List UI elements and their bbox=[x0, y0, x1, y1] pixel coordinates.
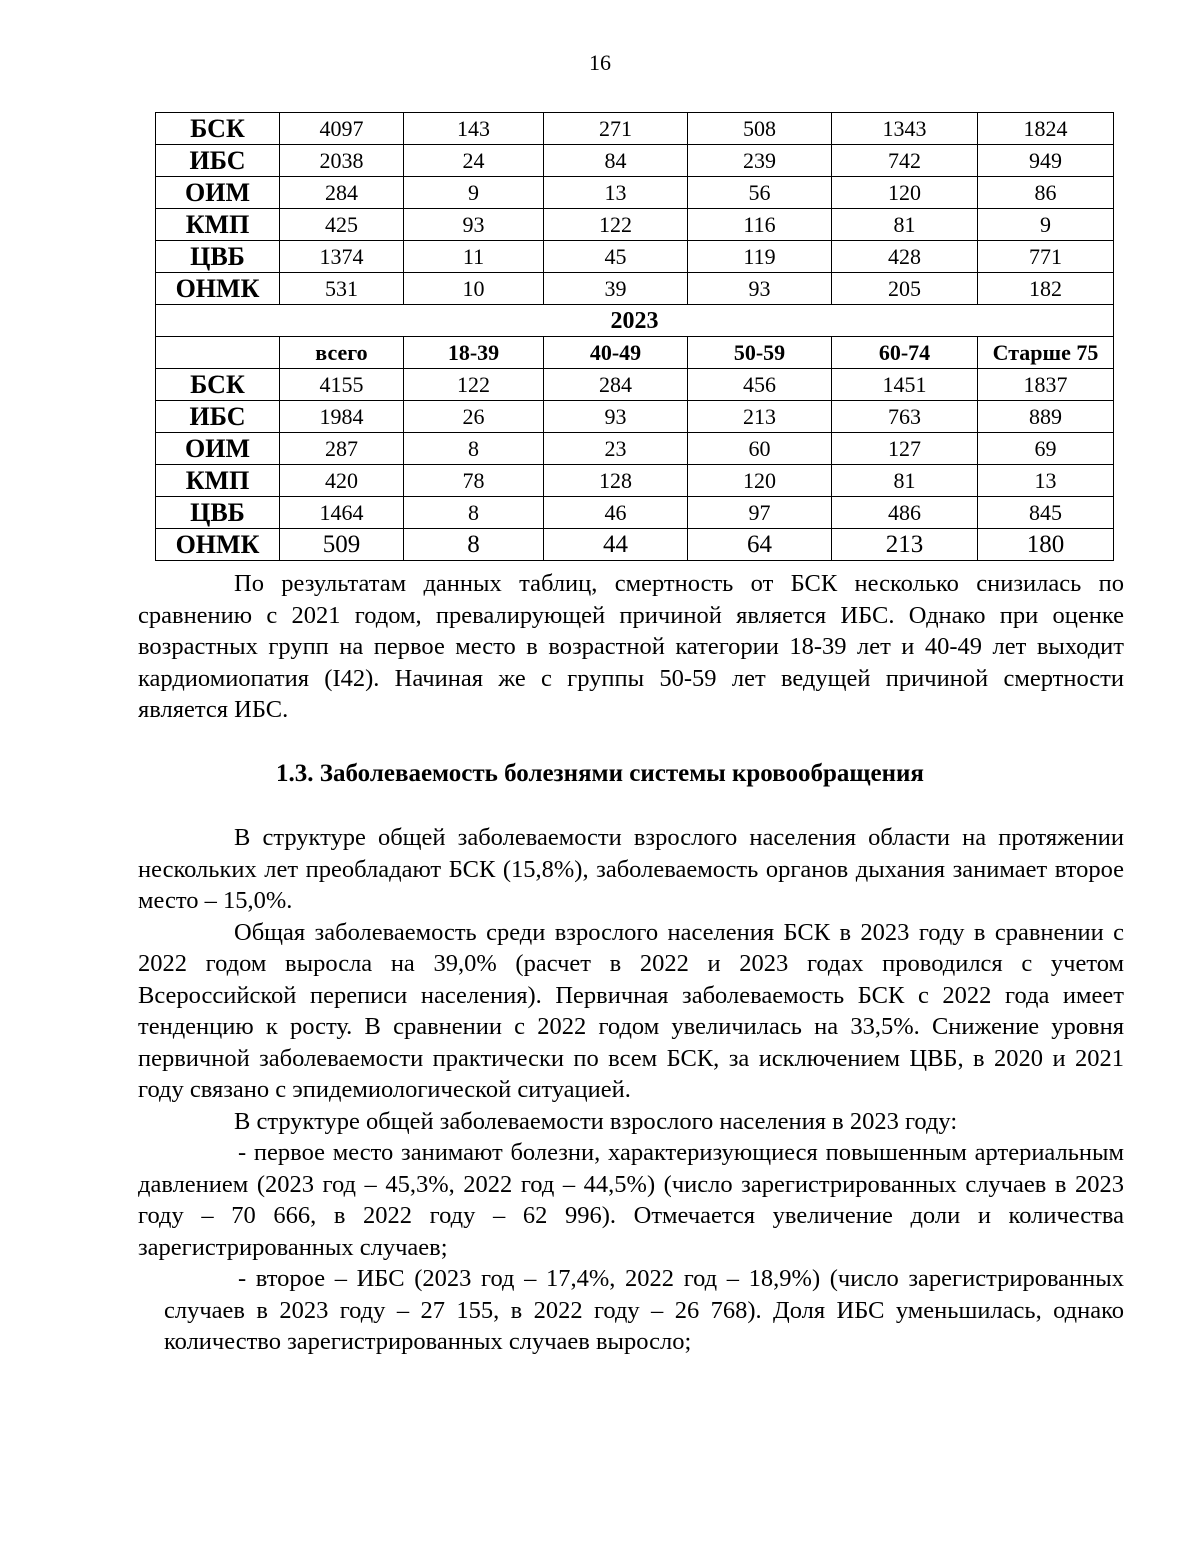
table-cell: 23 bbox=[544, 433, 688, 465]
table-cell: 116 bbox=[688, 209, 832, 241]
table-cell: 8 bbox=[404, 497, 544, 529]
table-cell: 46 bbox=[544, 497, 688, 529]
table-cell: 120 bbox=[688, 465, 832, 497]
table-cell: 122 bbox=[544, 209, 688, 241]
table-row bbox=[156, 177, 1114, 209]
table-cell: 486 bbox=[832, 497, 978, 529]
table-cell: 9 bbox=[978, 209, 1114, 241]
table-cell: 239 bbox=[688, 145, 832, 177]
section-title: 1.3. Заболеваемость болезнями системы кровообращения bbox=[276, 760, 924, 787]
table-cell: 1824 bbox=[978, 113, 1114, 145]
table-cell: 13 bbox=[544, 177, 688, 209]
year-row bbox=[156, 305, 1114, 337]
table-cell: 509 bbox=[280, 529, 404, 561]
table-cell: 10 bbox=[404, 273, 544, 305]
table-cell: 531 bbox=[280, 273, 404, 305]
table-cell: 143 bbox=[404, 113, 544, 145]
row-label: КМП bbox=[156, 465, 280, 497]
row-label: ОИМ bbox=[156, 433, 280, 465]
table-cell: 420 bbox=[280, 465, 404, 497]
table-cell: 287 bbox=[280, 433, 404, 465]
table-row bbox=[156, 113, 1114, 145]
paragraph-table-conclusion: По результатам данных таблиц, смертность от БСК несколько снизилась по сравнению с 2021 годом, превалирующей причиной является ИБС. Однако при оценке возрастных групп на первое место в возрастной категории 18-39 лет и 40-49 лет выходит кардиомиопатия (I42). Начиная же с группы 50-59 лет ведущей причиной смертности является ИБС. bbox=[138, 570, 1124, 723]
table-cell: 428 bbox=[832, 241, 978, 273]
table-cell: 845 bbox=[978, 497, 1114, 529]
table-row bbox=[156, 529, 1114, 561]
table-cell: 213 bbox=[832, 529, 978, 561]
table-row bbox=[156, 145, 1114, 177]
table-row bbox=[156, 273, 1114, 305]
section-body bbox=[138, 822, 1124, 1358]
table-cell: 205 bbox=[832, 273, 978, 305]
table-cell: 8 bbox=[404, 529, 544, 561]
table-row bbox=[156, 497, 1114, 529]
table-cell: 69 bbox=[978, 433, 1114, 465]
table-cell: 1451 bbox=[832, 369, 978, 401]
table-cell: 56 bbox=[688, 177, 832, 209]
table-row bbox=[156, 433, 1114, 465]
table-cell: 13 bbox=[978, 465, 1114, 497]
paragraph-general-morbidity: Общая заболеваемость среди взрослого населения БСК в 2023 году в сравнении с 2022 годом выросла на 39,0% (расчет в 2022 и 2023 годах проводился с учетом Всероссийской переписи населения). Первичная заболеваемость БСК с 2022 года имеет тенденцию к росту. В сравнении с 2022 годом увеличилась на 33,5%. Снижение уровня первичной заболеваемости практически по всем БСК, за исключением ЦВБ, в 2020 и 2021 году связано с эпидемиологической ситуацией. bbox=[138, 918, 1124, 1103]
row-label: ОНМК bbox=[156, 273, 280, 305]
row-label: ЦВБ bbox=[156, 241, 280, 273]
table-cell: 93 bbox=[404, 209, 544, 241]
column-header: 18-39 bbox=[404, 337, 544, 369]
table-cell: 60 bbox=[688, 433, 832, 465]
table-cell: 8 bbox=[404, 433, 544, 465]
table-row bbox=[156, 241, 1114, 273]
table-cell: 81 bbox=[832, 465, 978, 497]
table-cell: 284 bbox=[280, 177, 404, 209]
table-cell: 508 bbox=[688, 113, 832, 145]
row-label: БСК bbox=[156, 113, 280, 145]
table-row bbox=[156, 209, 1114, 241]
table-row bbox=[156, 401, 1114, 433]
table-cell: 81 bbox=[832, 209, 978, 241]
year-label: 2023 bbox=[156, 305, 1114, 337]
table-cell: 763 bbox=[832, 401, 978, 433]
conclusion-block bbox=[138, 568, 1124, 726]
table-cell: 93 bbox=[544, 401, 688, 433]
table-cell: 78 bbox=[404, 465, 544, 497]
table-cell: 128 bbox=[544, 465, 688, 497]
table-cell: 284 bbox=[544, 369, 688, 401]
table-cell: 456 bbox=[688, 369, 832, 401]
table-cell: 4097 bbox=[280, 113, 404, 145]
table-cell: 127 bbox=[832, 433, 978, 465]
table-cell: 949 bbox=[978, 145, 1114, 177]
table-cell: 1984 bbox=[280, 401, 404, 433]
table-row bbox=[156, 369, 1114, 401]
row-label: ОИМ bbox=[156, 177, 280, 209]
table-cell: 97 bbox=[688, 497, 832, 529]
column-header: 60-74 bbox=[832, 337, 978, 369]
table-cell: 9 bbox=[404, 177, 544, 209]
table-cell: 39 bbox=[544, 273, 688, 305]
row-label: ИБС bbox=[156, 401, 280, 433]
table-cell: 24 bbox=[404, 145, 544, 177]
table-cell: 120 bbox=[832, 177, 978, 209]
row-label: КМП bbox=[156, 209, 280, 241]
table-cell: 122 bbox=[404, 369, 544, 401]
table-cell: 64 bbox=[688, 529, 832, 561]
table-cell: 425 bbox=[280, 209, 404, 241]
table-cell: 11 bbox=[404, 241, 544, 273]
table-cell: 45 bbox=[544, 241, 688, 273]
table-cell: 213 bbox=[688, 401, 832, 433]
paragraph-structure: В структуре общей заболеваемости взрослого населения области на протяжении нескольких лет преобладают БСК (15,8%), заболеваемость органов дыхания занимает второе место – 15,0%. bbox=[138, 824, 1124, 914]
table-cell: 889 bbox=[978, 401, 1114, 433]
page-number: 16 bbox=[589, 50, 611, 75]
row-label: ЦВБ bbox=[156, 497, 280, 529]
table-cell: 1374 bbox=[280, 241, 404, 273]
header-row bbox=[156, 337, 1114, 369]
table-cell: 182 bbox=[978, 273, 1114, 305]
column-header: Старше 75 bbox=[978, 337, 1114, 369]
column-header bbox=[156, 337, 280, 369]
table-cell: 180 bbox=[978, 529, 1114, 561]
row-label: ОНМК bbox=[156, 529, 280, 561]
table-cell: 742 bbox=[832, 145, 978, 177]
table-row bbox=[156, 465, 1114, 497]
table-cell: 44 bbox=[544, 529, 688, 561]
mortality-table bbox=[155, 112, 1114, 561]
column-header: 40-49 bbox=[544, 337, 688, 369]
table-cell: 1464 bbox=[280, 497, 404, 529]
table-cell: 4155 bbox=[280, 369, 404, 401]
bullet-hypertension: - первое место занимают болезни, характеризующиеся повышенным артериальным давлением (2023 год – 45,3%, 2022 год – 44,5%) (число зарегистрированных случаев в 2023 году – 70 666, в 2022 году – 62 996). Отмечается увеличение доли и количества зарегистрированных случаев; bbox=[138, 1139, 1124, 1261]
table-cell: 271 bbox=[544, 113, 688, 145]
column-header: всего bbox=[280, 337, 404, 369]
bullet-ihd: - второе – ИБС (2023 год – 17,4%, 2022 год – 18,9%) (число зарегистрированных случаев в 2023 году – 27 155, в 2022 году – 26 768). Доля ИБС уменьшилась, однако количество зарегистрированных случаев выросло; bbox=[164, 1265, 1124, 1355]
table-cell: 1343 bbox=[832, 113, 978, 145]
column-header: 50-59 bbox=[688, 337, 832, 369]
table-cell: 26 bbox=[404, 401, 544, 433]
table-cell: 93 bbox=[688, 273, 832, 305]
paragraph-structure-2023: В структуре общей заболеваемости взрослого населения в 2023 году: bbox=[234, 1107, 958, 1135]
table-cell: 86 bbox=[978, 177, 1114, 209]
row-label: ИБС bbox=[156, 145, 280, 177]
table-cell: 2038 bbox=[280, 145, 404, 177]
table-cell: 1837 bbox=[978, 369, 1114, 401]
table-cell: 84 bbox=[544, 145, 688, 177]
table-cell: 119 bbox=[688, 241, 832, 273]
row-label: БСК bbox=[156, 369, 280, 401]
table-cell: 771 bbox=[978, 241, 1114, 273]
